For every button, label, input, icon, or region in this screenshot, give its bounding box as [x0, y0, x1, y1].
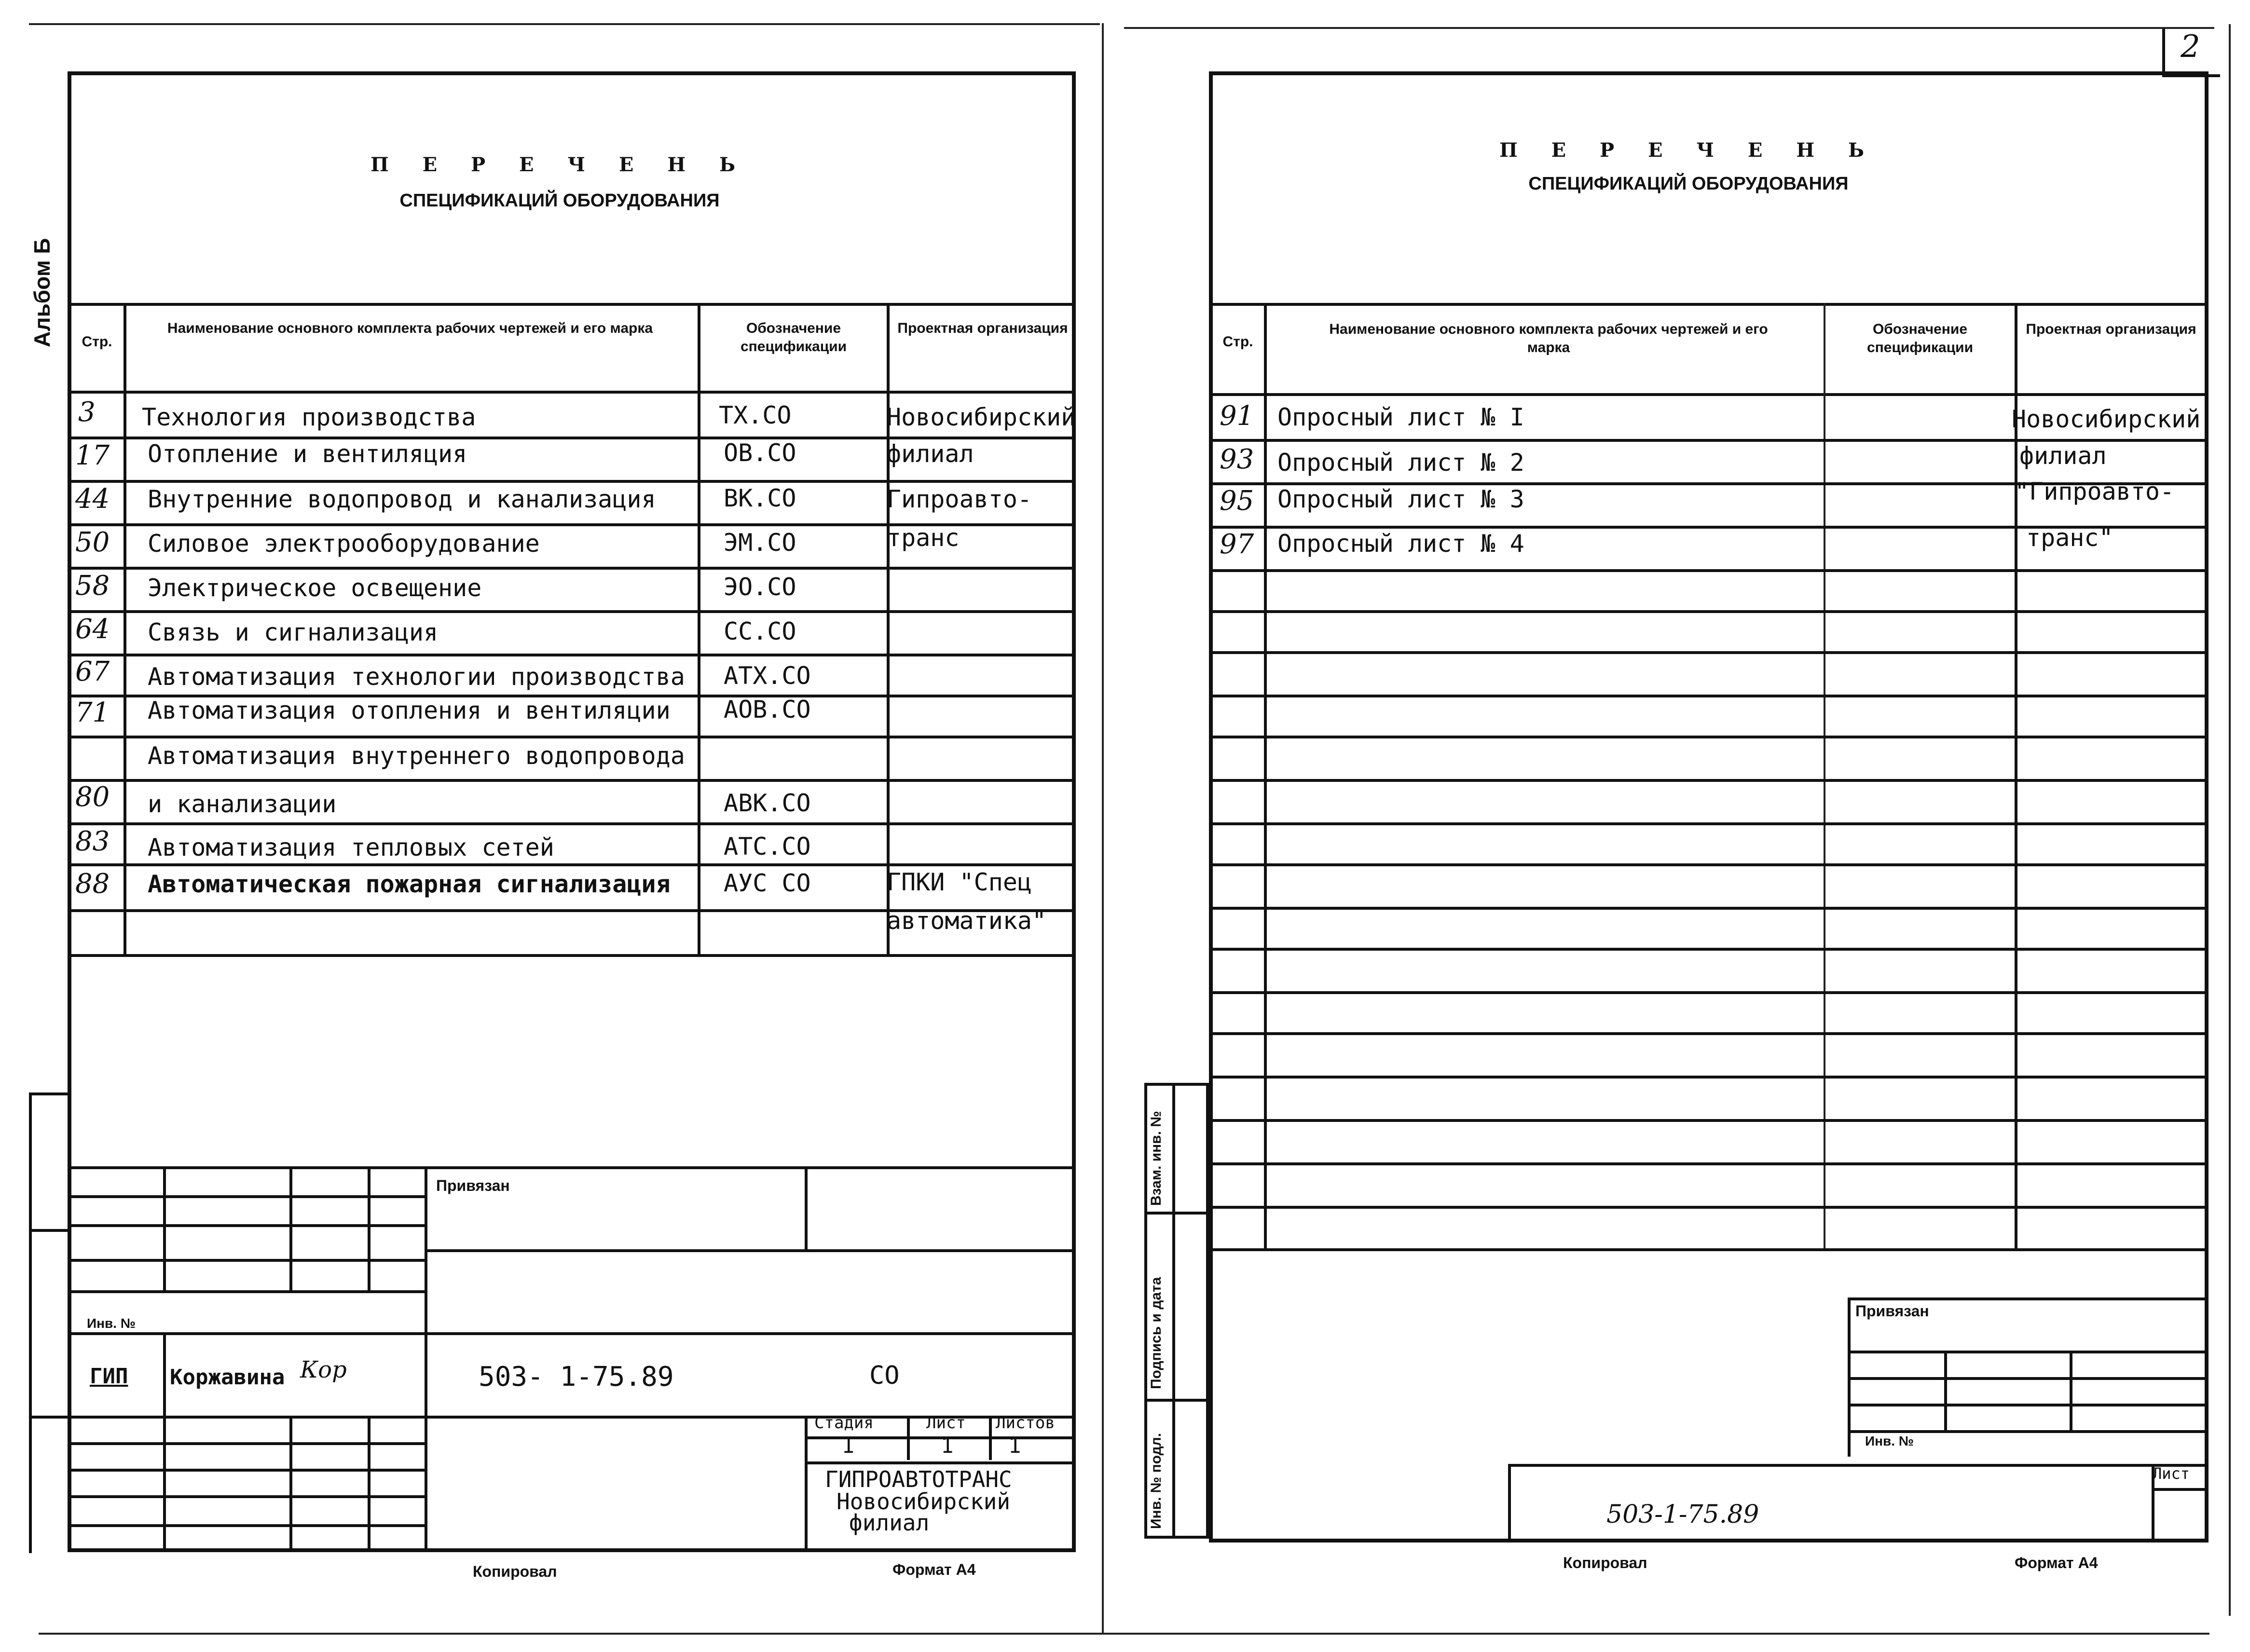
table-row-page: 50 — [75, 527, 110, 558]
left-stamp-col — [425, 1166, 427, 1552]
table-row-name: Электрическое освещение — [148, 574, 482, 602]
table-row-code: АУС СО — [724, 869, 811, 897]
right-org-line: транс" — [2026, 524, 2113, 552]
table-row-name: Опросный лист № I — [1277, 403, 1524, 431]
right-row-line — [1209, 907, 2209, 910]
left-header-page: Стр. — [82, 334, 112, 350]
left-row-line — [68, 610, 1076, 613]
left-stamp-col — [163, 1332, 166, 1552]
left-stamp-col — [805, 1166, 808, 1251]
table-row-name: Автоматическая пожарная сигнализация — [148, 870, 671, 898]
right-header-page: Стр. — [1222, 334, 1253, 350]
left-footer-copied: Копировал — [473, 1563, 557, 1580]
table-row-name: Связь и сигнализация — [148, 618, 439, 646]
left-margin-tick — [29, 1092, 69, 1095]
copy-edge-top-left — [29, 23, 1100, 25]
table-row-page: 97 — [1220, 529, 1254, 560]
table-row-page: 88 — [75, 868, 110, 900]
stamp-org-line3: филиал — [849, 1510, 930, 1536]
left-stamp-row — [805, 1461, 1076, 1464]
left-header-code: Обозначение спецификации — [740, 320, 847, 355]
table-row-page: 17 — [75, 440, 110, 471]
table-row-name: Внутренние водопровод и канализация — [148, 485, 656, 513]
table-row-name: Автоматизация технологии производства — [148, 663, 685, 691]
table-row-name: Опросный лист № 4 — [1277, 530, 1524, 558]
right-sheet-label: Лист — [2153, 1464, 2190, 1483]
table-row-code: АВК.СО — [724, 789, 811, 817]
sheet-label: Лист — [926, 1413, 966, 1433]
right-row-line — [1209, 1162, 2209, 1165]
right-header-name: Наименование основного комплекта рабочих чертежей и его марка — [1329, 321, 1768, 355]
fold-line — [1102, 23, 1104, 1634]
left-header-bottom — [68, 391, 1076, 394]
left-row-line — [68, 437, 1076, 439]
copy-edge-right — [2229, 24, 2231, 1616]
left-table-top — [68, 303, 1076, 306]
right-row-line — [1209, 991, 2209, 994]
right-col-divider — [2015, 303, 2017, 1248]
left-stamp-col — [368, 1416, 370, 1552]
left-stamp-row — [68, 1259, 425, 1262]
left-doc-code: СО — [869, 1361, 900, 1390]
sheets-value: 1 — [1008, 1434, 1021, 1458]
left-stamp-row — [68, 1442, 425, 1445]
left-stamp-row — [68, 1469, 425, 1472]
right-stamp-col — [2070, 1351, 2072, 1430]
stamp-org-line2: Новосибирский — [837, 1488, 1011, 1515]
right-row-line — [1209, 779, 2209, 782]
table-row-code: ОВ.СО — [724, 439, 796, 467]
left-subtitle: СПЕЦИФИКАЦИЙ ОБОРУДОВАНИЯ — [399, 191, 720, 211]
left-margin-line — [29, 1092, 32, 1553]
table-row-page: 83 — [75, 826, 110, 857]
right-inv-label: Инв. № — [1865, 1434, 1914, 1448]
left-stamp-row — [68, 1195, 425, 1198]
table-row-name: Автоматизация внутреннего водопровода — [148, 742, 685, 770]
left-stamp-row — [68, 1495, 425, 1498]
gip-person: Коржавина — [170, 1365, 285, 1390]
table-row-code: ТХ.СО — [719, 401, 792, 429]
left-row-line — [68, 779, 1076, 782]
right-title: П Е Р Е Ч Е Н Ь — [1499, 139, 1878, 162]
table-row-page: 71 — [75, 697, 110, 728]
table-row-name: Отопление и вентиляция — [148, 440, 467, 468]
left-stamp-row — [425, 1249, 1076, 1252]
gip-label: ГИП — [90, 1364, 128, 1389]
left-stamp-col — [163, 1166, 166, 1292]
table-row-page: 58 — [75, 570, 110, 601]
left-stamp-row — [68, 1290, 425, 1293]
table-row-code: ЭМ.СО — [724, 529, 796, 557]
left-stamp-row — [68, 1224, 425, 1227]
gip-signature: Кор — [300, 1356, 347, 1383]
table-row-code: АОВ.СО — [724, 696, 811, 724]
stage-label: Стадия — [814, 1413, 874, 1433]
table-row-code: АТХ.СО — [724, 662, 811, 690]
right-designation-row — [2152, 1488, 2209, 1491]
left-inv-label: Инв. № — [87, 1316, 136, 1331]
right-footer-format: Формат А4 — [2015, 1554, 2098, 1571]
right-row-line — [1209, 863, 2209, 866]
right-col-divider — [1264, 303, 1267, 1248]
left-org2-line: автоматика" — [887, 907, 1047, 935]
left-footer-format: Формат А4 — [892, 1561, 976, 1578]
right-stamp-row — [1848, 1377, 2209, 1380]
table-row-code: ЭО.СО — [724, 573, 796, 601]
right-table-bottom — [1209, 1248, 2209, 1251]
left-margin-tick — [29, 1229, 69, 1232]
right-side-strip-col — [1172, 1083, 1175, 1539]
left-org-line: Новосибирский — [887, 403, 1076, 431]
left-header-name: Наименование основного комплекта рабочих чертежей и его марка — [167, 320, 653, 336]
left-stamp-col — [289, 1166, 292, 1292]
left-table-bottom — [68, 954, 1076, 957]
right-org-line: Новосибирский — [2012, 405, 2201, 433]
left-org-line: филиал — [887, 440, 974, 468]
table-row-page: 93 — [1220, 444, 1254, 475]
left-header-org: Проектная организация — [897, 320, 1068, 336]
stage-value: I — [842, 1434, 855, 1458]
right-stamp-row — [1848, 1404, 2209, 1406]
left-org-line: транс — [887, 524, 960, 552]
left-stamp-row — [68, 1416, 1076, 1419]
right-row-line — [1209, 736, 2209, 738]
right-side-strip-row — [1144, 1212, 1209, 1215]
left-margin-tick — [29, 1416, 69, 1419]
right-stamp-col — [1944, 1351, 1947, 1430]
right-row-line — [1209, 695, 2209, 697]
right-footer-copied: Копировал — [1563, 1554, 1647, 1571]
right-row-line — [1209, 1206, 2209, 1209]
left-row-line — [68, 654, 1076, 656]
left-col-divider — [698, 303, 700, 954]
right-row-line — [1209, 569, 2209, 572]
table-row-page: 67 — [75, 656, 110, 687]
right-header-code: Обозначение спецификации — [1866, 321, 1974, 355]
right-row-line — [1209, 610, 2209, 613]
table-row-page: 44 — [75, 483, 110, 515]
right-row-line — [1209, 1119, 2209, 1122]
table-row-code: ВК.СО — [724, 484, 796, 512]
table-row-name: Автоматизация отопления и вентиляции — [148, 696, 671, 724]
table-row-page: 95 — [1220, 485, 1254, 517]
right-row-line — [1209, 1076, 2209, 1079]
left-row-line — [68, 736, 1076, 738]
left-designation: 503- 1-75.89 — [479, 1361, 674, 1393]
right-row-line — [1209, 948, 2209, 951]
right-org-line: "Гипроавто- — [2015, 478, 2175, 505]
table-row-name: Опросный лист № 2 — [1277, 449, 1524, 477]
left-col-divider — [887, 303, 890, 954]
table-row-name: Силовое электрооборудование — [148, 530, 540, 558]
right-subtitle: СПЕЦИФИКАЦИЙ ОБОРУДОВАНИЯ — [1528, 174, 1849, 194]
sheet-value: 1 — [941, 1434, 954, 1458]
right-row-line — [1209, 651, 2209, 654]
table-row-code: АТС.СО — [724, 833, 811, 860]
left-org2-line: ГПКИ "Спец — [887, 868, 1032, 896]
left-title: П Е Р Е Ч Е Н Ь — [370, 153, 749, 176]
right-stamp-row — [1848, 1430, 2209, 1433]
right-header-org: Проектная организация — [2026, 321, 2196, 337]
right-side-strip-row — [1144, 1399, 1209, 1402]
sheet-number: 2 — [2181, 29, 2200, 65]
table-row-page: 3 — [78, 396, 96, 428]
table-row-name: и канализации — [148, 790, 337, 818]
left-stamp-top — [68, 1166, 1076, 1169]
left-row-line — [68, 567, 1076, 570]
right-header-bottom — [1209, 393, 2209, 396]
left-row-line — [68, 480, 1076, 483]
table-row-page: 80 — [75, 781, 110, 813]
table-row-name: Опросный лист № 3 — [1277, 485, 1524, 513]
left-stamp-col — [289, 1416, 292, 1552]
right-table-top — [1209, 303, 2209, 306]
left-stamp-row — [68, 1524, 425, 1527]
right-stamp-row — [1848, 1351, 2209, 1353]
right-row-line — [1209, 1032, 2209, 1035]
stamp-org-line1: ГИПРОАВТОТРАНС — [825, 1466, 1012, 1492]
left-row-line — [68, 863, 1076, 866]
side-label-signature-date: Подпись и дата — [1148, 1277, 1164, 1389]
left-stamp-col — [368, 1166, 370, 1292]
copy-edge-top-right — [1124, 27, 2214, 29]
table-row-code: СС.СО — [724, 617, 796, 645]
left-row-line — [68, 822, 1076, 825]
right-row-line — [1209, 822, 2209, 825]
table-row-name: Автоматизация тепловых сетей — [148, 833, 554, 861]
right-col-divider — [1824, 303, 1825, 1248]
table-row-page: 91 — [1220, 400, 1254, 432]
album-label: Альбом Б — [29, 238, 55, 347]
side-label-orig-inv: Инв. № подл. — [1148, 1433, 1164, 1529]
right-designation: 503-1-75.89 — [1606, 1500, 1759, 1529]
copy-edge-bottom — [39, 1633, 2209, 1635]
right-org-line: филиал — [2019, 442, 2107, 470]
table-row-page: 64 — [75, 614, 110, 645]
table-row-name: Технология производства — [142, 403, 476, 431]
side-label-replaced-inv: Взам. инв. № — [1148, 1111, 1164, 1206]
sheets-label: Листов — [996, 1413, 1055, 1433]
left-privyazan-label: Привязан — [436, 1177, 510, 1194]
left-col-divider — [123, 303, 126, 954]
left-stamp-row — [68, 1332, 1076, 1335]
right-privyazan-label: Привязан — [1855, 1302, 1929, 1320]
left-org-line: Гипроавто- — [887, 485, 1032, 513]
